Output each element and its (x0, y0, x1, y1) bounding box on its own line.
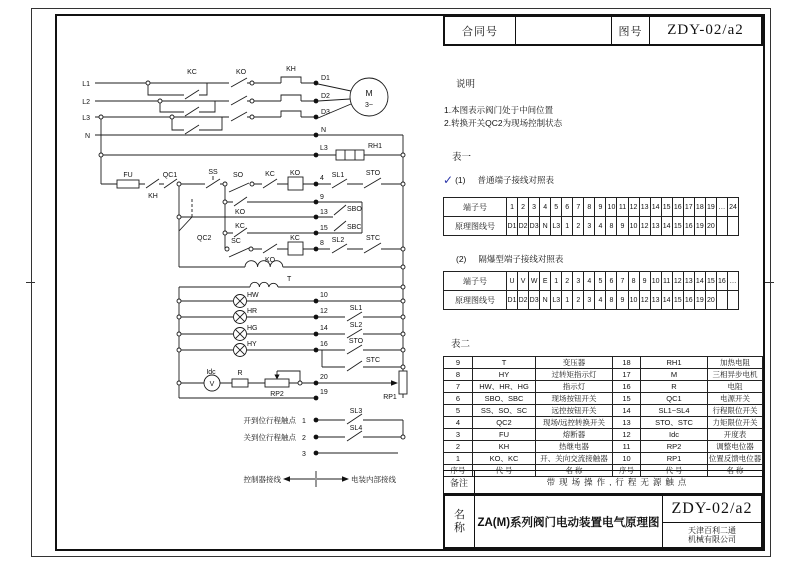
table-cell: 17 (613, 369, 641, 381)
label-sto-a: STO (365, 170, 381, 177)
label-wire-20: 20 (320, 374, 328, 381)
table-cell: 2 (562, 272, 573, 291)
label-controller-wiring: 控制器接线 (243, 475, 281, 484)
table-cell: L3 (551, 291, 562, 310)
name-block-right (663, 496, 761, 547)
label-motor-phase: 3~ (365, 102, 373, 109)
table-cell: 6 (444, 393, 473, 405)
label-ko-interlock: KO (264, 257, 276, 264)
contract-no-label: 合同号 (445, 17, 516, 44)
table-cell: 13 (650, 291, 661, 310)
label-close-limit-caption: 关到位行程触点 (243, 433, 296, 442)
table-cell: 调整电位器 (708, 441, 763, 453)
table-cell: FU (473, 429, 536, 441)
label-wire-15: 15 (320, 225, 328, 232)
table-cell: 原理图线号 (444, 217, 507, 236)
label-transformer: T (287, 276, 292, 283)
table-cell: 18 (613, 357, 641, 369)
notes-heading: 说明 (456, 79, 476, 90)
label-hr: HR (247, 308, 258, 315)
table-cell: RP2 (641, 441, 708, 453)
table-cell: 14 (661, 217, 672, 236)
name-block (443, 494, 763, 549)
table-cell: 1 (551, 272, 562, 291)
label-d1: D1 (321, 75, 330, 82)
table-one-sub2 (456, 253, 563, 265)
table-cell: 16 (683, 217, 694, 236)
label-sl1-b: SL1 (349, 305, 363, 312)
name-label (445, 496, 475, 547)
table-row (444, 441, 763, 453)
label-sl4: SL4 (349, 425, 363, 432)
table-cell: 力矩限位开关 (708, 417, 763, 429)
table-cell: U (507, 272, 518, 291)
table-cell: SS、SO、SC (473, 405, 536, 417)
table-cell: 8 (444, 369, 473, 381)
check-icon: ✓ (443, 173, 454, 187)
label-rh1: RH1 (368, 143, 383, 150)
top-title-block (443, 15, 763, 46)
table-cell: 9 (617, 291, 628, 310)
label-qc1: QC1 (162, 172, 178, 179)
note-line-1: 1.本图表示阀门处于中间位置 (444, 105, 554, 115)
table-cell: 1 (562, 291, 573, 310)
table-cell: SL1~SL4 (641, 405, 708, 417)
table-cell: 15 (672, 217, 683, 236)
table-two-heading: 表二 (451, 339, 471, 350)
table-cell: 13 (639, 198, 650, 217)
table-cell: KH (473, 441, 536, 453)
table-row (444, 272, 739, 291)
label-n-terminal: N (321, 127, 327, 134)
name-label-bottom: 称 (454, 521, 465, 534)
table-cell: 7 (573, 198, 584, 217)
table-one-sub1 (443, 173, 554, 187)
table-cell: 10 (650, 272, 661, 291)
table-cell: 14 (613, 405, 641, 417)
arrowheads (274, 375, 398, 482)
table-cell: 13 (683, 272, 694, 291)
label-ko-coil: KO (289, 170, 301, 177)
table-cell: KO、KC (473, 453, 536, 465)
label-so: SO (232, 172, 244, 179)
company-name (663, 523, 761, 547)
control-wiring (101, 176, 403, 267)
table-row (444, 393, 763, 405)
label-wire-1: 1 (302, 418, 306, 425)
label-kc-coil: KC (290, 235, 300, 242)
table-cell: … (716, 198, 727, 217)
table-cell: 2 (573, 291, 584, 310)
drawing-number-large: ZDY-02/a2 (663, 496, 761, 523)
table-cell: 16 (716, 272, 727, 291)
table-row (444, 417, 763, 429)
table-row (444, 453, 763, 465)
table-cell: 序号 (444, 465, 473, 477)
sub1-number: (1) (455, 175, 466, 185)
label-fu: FU (123, 172, 133, 179)
terminal-dots (314, 81, 319, 456)
table-cell: 3 (573, 272, 584, 291)
label-kc-interlock: KC (265, 171, 275, 178)
table-cell: 9 (639, 272, 650, 291)
remarks-text: 带现场操作,行程无源触点 (546, 477, 691, 487)
label-wire-8: 8 (320, 240, 324, 247)
table-cell: L3 (551, 217, 562, 236)
table-cell: 端子号 (444, 198, 507, 217)
component-table (443, 356, 763, 477)
table-cell: 15 (672, 291, 683, 310)
table-cell: 代 号 (641, 465, 708, 477)
table-cell: 8 (606, 217, 617, 236)
table-cell: 13 (650, 217, 661, 236)
label-idc: Idc (206, 369, 216, 376)
table-cell: R (641, 381, 708, 393)
table-cell (716, 291, 727, 310)
label-r: R (237, 370, 243, 377)
table-cell: 19 (694, 217, 705, 236)
table-cell: 3 (444, 429, 473, 441)
label-wire-3: 3 (302, 451, 306, 458)
table-cell: 14 (661, 291, 672, 310)
table-cell: 24 (727, 198, 738, 217)
table-cell: N (540, 217, 551, 236)
label-internal-wiring: 电装内部接线 (351, 475, 396, 484)
label-hg: HG (247, 325, 258, 332)
table-cell: 三相异步电机 (708, 369, 763, 381)
label-wire-4: 4 (320, 175, 324, 182)
drawing-title: ZA(M)系列阀门电动装置电气原理图 (475, 496, 663, 547)
table-cell: 4 (540, 198, 551, 217)
table-cell: 18 (694, 198, 705, 217)
table-cell: QC2 (473, 417, 536, 429)
table-cell: 11 (613, 441, 641, 453)
label-sl1-a: SL1 (331, 172, 345, 179)
table-cell: 3 (584, 217, 595, 236)
table-cell (716, 217, 727, 236)
table-cell: 12 (639, 291, 650, 310)
label-hy: HY (247, 341, 257, 348)
table-cell: 远控按钮开关 (536, 405, 613, 417)
normal-terminal-table (443, 197, 739, 236)
table-row (444, 198, 739, 217)
table-cell: 12 (628, 198, 639, 217)
table-cell: 开度表 (708, 429, 763, 441)
table-cell: 4 (595, 217, 606, 236)
table-cell: 6 (606, 272, 617, 291)
sub2-title: 隔爆型端子接线对照表 (478, 254, 564, 264)
label-wire-12: 12 (320, 308, 328, 315)
table-cell: 位置反馈电位器 (708, 454, 762, 463)
table-row (444, 429, 763, 441)
table-row (444, 291, 739, 310)
table-cell: 14 (650, 198, 661, 217)
label-wire-16: 16 (320, 341, 328, 348)
table-cell: 16 (613, 381, 641, 393)
label-rp2: RP2 (270, 391, 284, 398)
table-cell: 19 (705, 198, 716, 217)
table-cell: 15 (705, 272, 716, 291)
label-wire-9: 9 (320, 194, 324, 201)
table-cell: HY (473, 369, 536, 381)
table-cell: D2 (518, 291, 529, 310)
label-kc-contactor: KC (187, 69, 197, 76)
label-ko-contactor: KO (235, 69, 247, 76)
label-n: N (84, 133, 90, 140)
table-cell: W (529, 272, 540, 291)
table-row (444, 405, 763, 417)
exproof-terminal-table (443, 271, 739, 310)
table-row (444, 369, 763, 381)
table-cell: V (518, 272, 529, 291)
table-cell: 12 (613, 429, 641, 441)
table-cell: 5 (444, 405, 473, 417)
note-line-2: 2.转换开关QC2为现场控制状态 (444, 118, 563, 128)
table-cell: M (641, 369, 708, 381)
right-center-tick (765, 282, 774, 283)
table-cell: SBO、SBC (473, 393, 536, 405)
table-cell: 15 (613, 393, 641, 405)
label-meter-v: V (209, 381, 215, 388)
table-cell (727, 291, 738, 310)
table-cell: 变压器 (536, 357, 613, 369)
label-kc-holding: KC (235, 223, 245, 230)
drawing-no-value: ZDY-02/a2 (667, 22, 744, 38)
table-cell: 7 (444, 381, 473, 393)
label-sl3: SL3 (349, 408, 363, 415)
table-cell: T (473, 357, 536, 369)
table-cell: 20 (705, 217, 716, 236)
table-cell: Idc (641, 429, 708, 441)
table-cell: 4 (595, 291, 606, 310)
label-sto-b: STO (348, 338, 364, 345)
label-sl2-a: SL2 (331, 237, 345, 244)
label-wire-2: 2 (302, 435, 306, 442)
table-cell: 11 (617, 198, 628, 217)
label-d3: D3 (321, 109, 330, 116)
table-cell: 10 (613, 453, 641, 465)
table-cell: 20 (705, 291, 716, 310)
table-cell: 8 (628, 272, 639, 291)
table-cell: 现场按钮开关 (536, 393, 613, 405)
contract-no-value (516, 17, 612, 44)
table-cell: 15 (661, 198, 672, 217)
table-cell: 9 (617, 217, 628, 236)
table-cell: 16 (683, 291, 694, 310)
label-l1: L1 (82, 81, 90, 88)
table-cell: D3 (529, 217, 540, 236)
table-cell: 指示灯 (536, 381, 613, 393)
label-kh-aux: KH (148, 193, 158, 200)
table-cell: 代 号 (473, 465, 536, 477)
table-cell: 行程限位开关 (708, 405, 763, 417)
table-cell: 名 称 (708, 465, 763, 477)
label-sl2-b: SL2 (349, 322, 363, 329)
label-sbo: SBO (347, 206, 362, 213)
label-wire-19: 19 (320, 389, 328, 396)
table-cell: 热继电器 (536, 441, 613, 453)
table-row (444, 381, 763, 393)
table-cell: 2 (444, 441, 473, 453)
name-label-top: 名 (454, 508, 465, 521)
label-ko-holding: KO (234, 209, 246, 216)
sub1-title: 普通端子接线对照表 (477, 175, 554, 185)
table-cell: 11 (661, 272, 672, 291)
table-cell: 8 (606, 291, 617, 310)
table-cell: 1 (444, 453, 473, 465)
table-cell: 5 (595, 272, 606, 291)
table-cell: RP1 (641, 453, 708, 465)
table-cell: 端子号 (444, 272, 507, 291)
table-cell: 序号 (613, 465, 641, 477)
table-cell: 16 (672, 198, 683, 217)
company-line-1: 天津百利二通 (688, 526, 736, 535)
table-cell: HW、HR、HG (473, 381, 536, 393)
table-cell (727, 217, 738, 236)
label-l3: L3 (82, 115, 90, 122)
schematic-labels (82, 66, 397, 484)
table-cell: 5 (551, 198, 562, 217)
table-cell: 电阻 (708, 381, 763, 393)
table-cell: 6 (562, 198, 573, 217)
label-l2: L2 (82, 99, 90, 106)
table-cell: 名 称 (536, 465, 613, 477)
table-cell: 电源开关 (708, 393, 763, 405)
label-stc-b: STC (366, 357, 380, 364)
table-cell: 3 (529, 198, 540, 217)
table-cell: 10 (628, 291, 639, 310)
table-cell: 过转矩指示灯 (536, 369, 613, 381)
label-sc: SC (231, 238, 241, 245)
label-motor: M (365, 88, 373, 98)
label-rp1: RP1 (383, 394, 397, 401)
table-cell: 熔断器 (536, 429, 613, 441)
table-cell: D3 (529, 291, 540, 310)
table-cell: 9 (444, 357, 473, 369)
table-cell: STO、STC (641, 417, 708, 429)
table-cell: 3 (584, 291, 595, 310)
label-qc2: QC2 (197, 235, 212, 242)
label-wire-10: 10 (320, 292, 328, 299)
label-hw: HW (247, 292, 259, 299)
table-cell: 12 (639, 217, 650, 236)
table-cell: RH1 (641, 357, 708, 369)
sub2-number: (2) (456, 254, 467, 264)
table-one-heading: 表一 (452, 152, 472, 163)
table-cell: 开、关向交流接触器 (536, 453, 613, 465)
table-cell: QC1 (641, 393, 708, 405)
label-wire-13: 13 (320, 209, 328, 216)
table-cell: 10 (606, 198, 617, 217)
table-cell: 7 (617, 272, 628, 291)
label-open-limit-caption: 开到位行程触点 (243, 416, 296, 425)
table-cell: D1 (507, 217, 518, 236)
table-cell: 2 (518, 198, 529, 217)
table-cell: N (540, 291, 551, 310)
table-cell: E (540, 272, 551, 291)
table-cell: 原理图线号 (444, 291, 507, 310)
label-kh-overload: KH (286, 66, 296, 73)
table-cell: 1 (562, 217, 573, 236)
label-stc-a: STC (366, 235, 380, 242)
table-cell: 8 (584, 198, 595, 217)
company-line-2: 机械有限公司 (688, 535, 736, 544)
table-cell: 4 (444, 417, 473, 429)
remarks-row (443, 470, 763, 494)
label-wire-14: 14 (320, 325, 328, 332)
table-cell: 1 (507, 198, 518, 217)
table-row (444, 217, 739, 236)
table-cell: 17 (683, 198, 694, 217)
drawing-no-label: 图号 (612, 17, 650, 44)
label-ss: SS (208, 169, 218, 176)
table-cell: … (727, 272, 738, 291)
table-cell: 加热电阻 (708, 357, 763, 369)
table-cell: 4 (584, 272, 595, 291)
table-cell: 14 (694, 272, 705, 291)
table-cell: 9 (595, 198, 606, 217)
table-cell: D1 (507, 291, 518, 310)
remarks-label: 备注 (444, 471, 475, 493)
table-row (444, 357, 763, 369)
label-d2: D2 (321, 93, 330, 100)
table-cell: 2 (573, 217, 584, 236)
label-l3-terminal: L3 (320, 145, 328, 152)
table-cell: 12 (672, 272, 683, 291)
table-cell: 19 (694, 291, 705, 310)
table-cell: D2 (518, 217, 529, 236)
label-sbc: SBC (347, 224, 362, 231)
table-cell: 现场/远控转换开关 (536, 417, 613, 429)
table-cell: 13 (613, 417, 641, 429)
table-cell: 10 (628, 217, 639, 236)
